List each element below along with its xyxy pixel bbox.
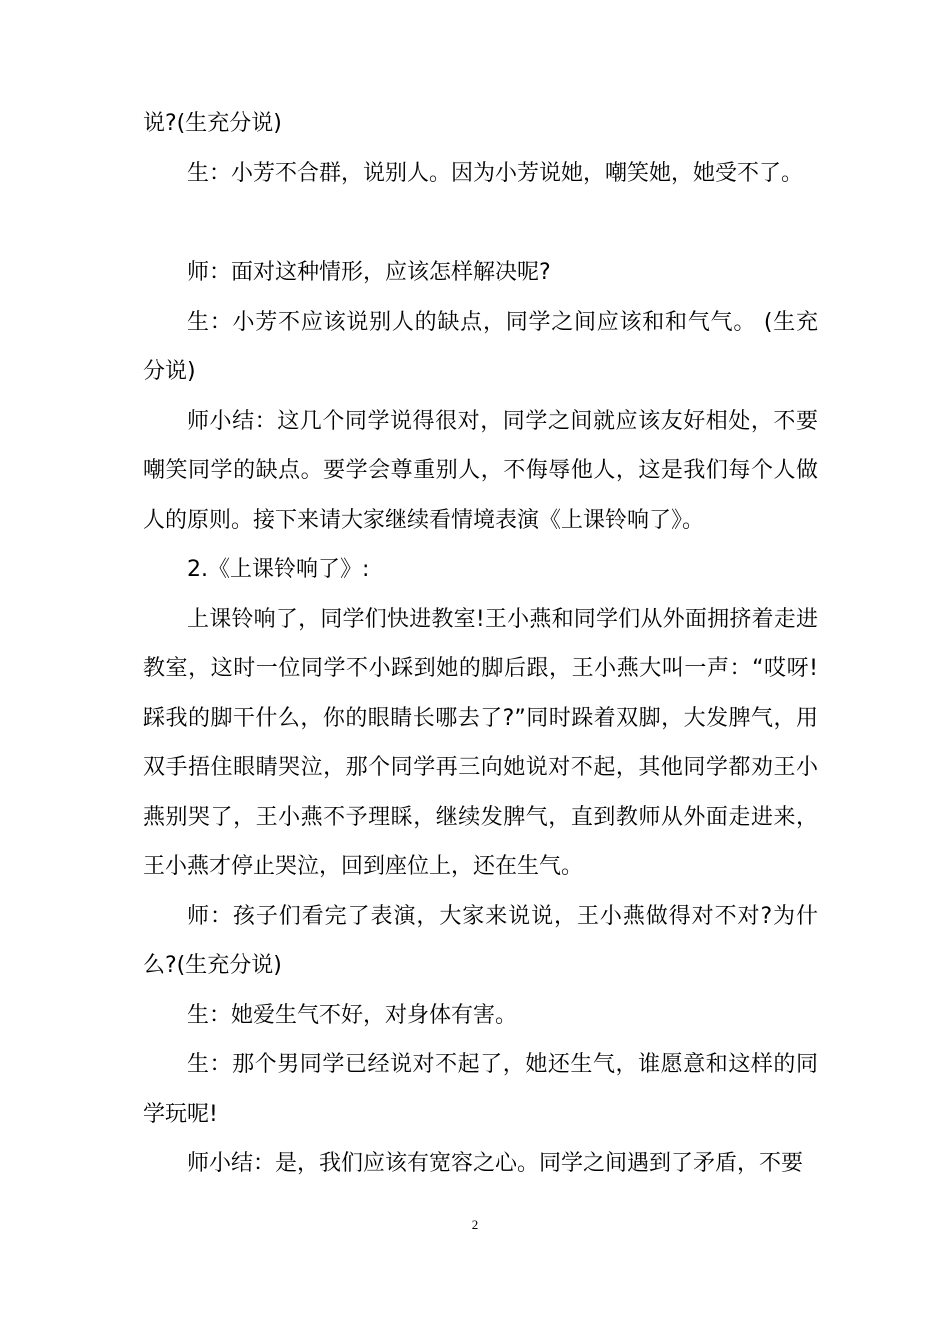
paragraph-9: 生：她爱生气不好，对身体有害。 bbox=[187, 1002, 518, 1028]
paragraph-11: 师小结：是，我们应该有宽容之心。同学之间遇到了矛盾，不要 bbox=[187, 1151, 804, 1176]
page-number: 2 bbox=[471, 1217, 479, 1232]
paragraph-3: 师：面对这种情形，应该怎样解决呢? bbox=[187, 260, 551, 285]
paragraph-8: 师：孩子们看完了表演，大家来说说，王小燕做得对不对?为什么?(生充分说) bbox=[143, 903, 818, 978]
paragraph-gap bbox=[143, 198, 818, 248]
paragraph-7: 上课铃响了，同学们快进教室!王小燕和同学们从外面拥挤着走进教室，这时一位同学不小踩到她的脚后跟，王小燕大叫一声：“哎呀!踩我的脚干什么，你的眼睛长哪去了?”同时跺着双脚，大发脾气，用双手捂住眼睛哭泣，那个同学再三向她说对不起，其他同学都劝王小燕别哭了，王小燕不予理睬，继续发脾气，直到教师从外面走进来，王小燕才停止哭泣，回到座位上，还在生气。 bbox=[143, 606, 818, 879]
paragraph-6: 2.《上课铃响了》: bbox=[187, 557, 370, 582]
paragraph-5: 师小结：这几个同学说得很对，同学之间就应该友好相处，不要嘲笑同学的缺点。要学会尊重别人，不侮辱他人，这是我们每个人做人的原则。接下来请大家继续看情境表演《上课铃响了》。 bbox=[143, 408, 818, 533]
paragraph-2: 生：小芳不合群，说别人。因为小芳说她，嘲笑她，她受不了。 bbox=[187, 160, 804, 186]
paragraph-10: 生：那个男同学已经说对不起了，她还生气，谁愿意和这样的同学玩呢! bbox=[143, 1052, 818, 1127]
document-body bbox=[143, 99, 818, 1189]
paragraph-4: 生：小芳不应该说别人的缺点，同学之间应该和和气气。 (生充分说) bbox=[143, 309, 818, 384]
paragraph-1: 说?(生充分说) bbox=[143, 111, 282, 136]
